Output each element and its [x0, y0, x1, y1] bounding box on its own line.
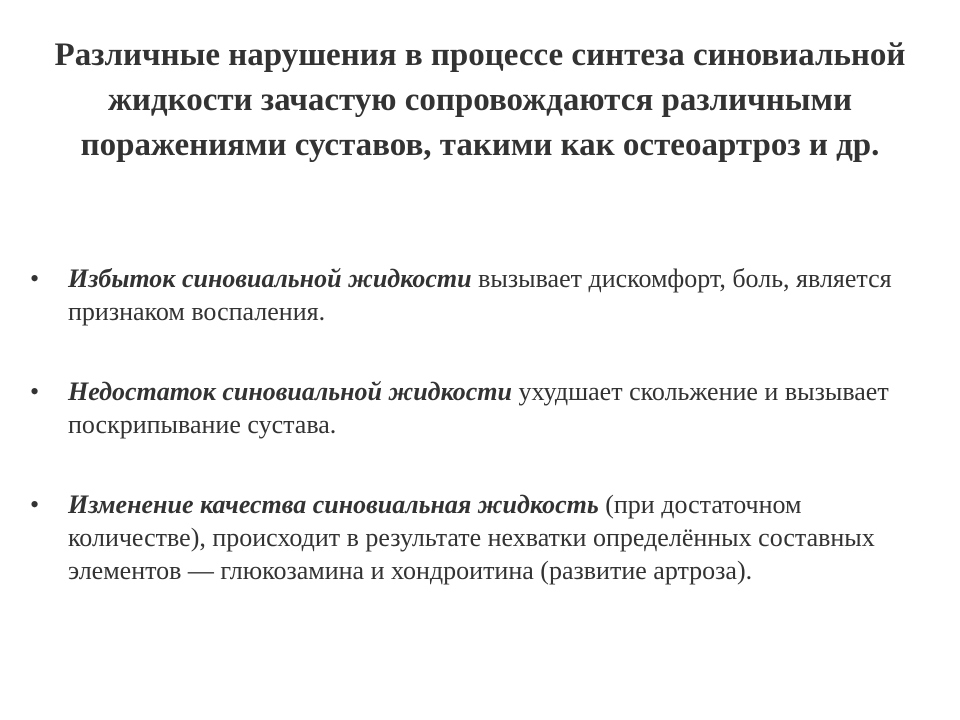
bullet-lead-text: Недостаток синовиальной жидкости — [68, 377, 512, 406]
bullet-body-text: ухудшает скольжение и вызывает поскрипывание сустава. — [68, 377, 889, 439]
bullet-item-excess — [30, 262, 910, 328]
bullet-list — [30, 262, 910, 587]
bullet-body-text: вызывает дискомфорт, боль, является признаком воспаления. — [68, 264, 892, 326]
bullet-item-deficit — [30, 375, 910, 441]
bullet-marker: • — [30, 490, 40, 519]
bullet-marker: • — [30, 377, 40, 406]
slide-title: Различные нарушения в процессе синтеза синовиальной жидкости зачастую сопровождаются различными поражениями суставов, такими как остеоартроз и др. — [54, 37, 906, 163]
bullet-lead-text: Избыток синовиальной жидкости — [68, 264, 472, 293]
bullet-item-quality — [30, 488, 910, 587]
bullet-lead-text: Изменение качества синовиальная жидкость — [68, 490, 599, 519]
bullet-body-text: (при достаточном количестве), происходит в результате нехватки определённых составных элементов — глюкозамина и хондроитина (развитие артроза). — [68, 490, 875, 585]
bullet-marker: • — [30, 264, 40, 293]
